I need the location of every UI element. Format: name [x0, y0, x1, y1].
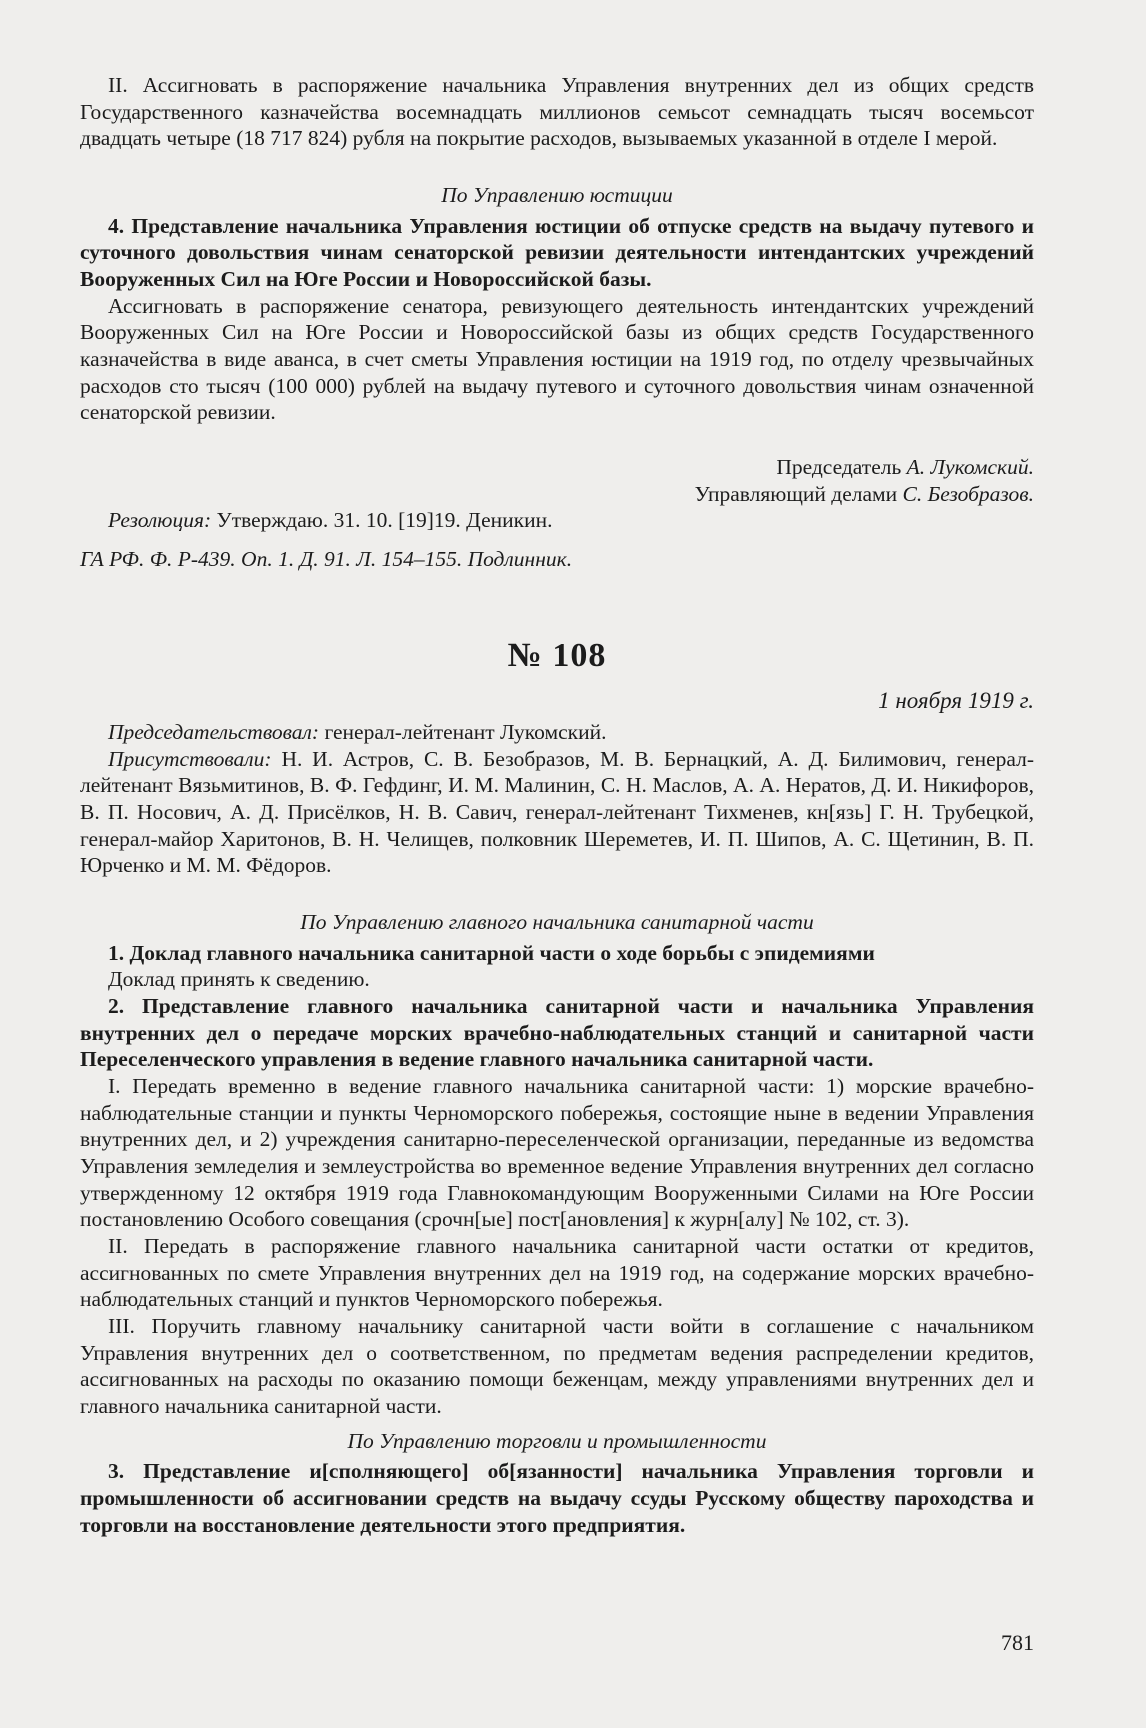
- chairman-label: Председатель: [776, 454, 902, 479]
- resolution-label: Резолюция:: [108, 508, 212, 533]
- presided-text: генерал-лейтенант Лукомский.: [324, 720, 607, 745]
- top-paragraph: II. Ассигновать в распоряжение начальника Управления внутренних дел из общих средств Государственного казначейства восемнадцать миллионов семьсот семнадцать тысяч восемьсот двадцать четыре (18 717 824) рубля на покрытие расходов, вызываемых указанной в отделе I мерой.: [80, 73, 1034, 151]
- item2-paragraph-1: I. Передать временно в ведение главного начальника санитарной части: 1) морские врачебно-наблюдательные станции и пункты Черноморского побережья, состоящие ныне в ведении Управления внутренних дел, и 2) учреждения санитарно-переселенческой организации, переданные из ведомства Управления земледелия и землеустройства во временное ведение Управления внутренних дел согласно утвержденному 12 октября 1919 года Главнокомандующим Вооруженными Силами на Юге России постановлению Особого совещания (срочн[ые] пост[ановления] к журн[алу] № 102, ст. 3).: [80, 1074, 1034, 1232]
- section-heading-trade: По Управлению торговли и промышленности: [347, 1428, 767, 1453]
- item4-title: 4. Представление начальника Управления юстиции об отпуске средств на выдачу путевого и суточного довольствия чинам сенаторской ревизии деятельности интендантских учреждений Вооруженных Сил на Юге России и Новороссийской базы.: [80, 213, 1034, 291]
- item4-body: Ассигновать в распоряжение сенатора, ревизующего деятельность интендантских учреждений Вооруженных Сил на Юге России и Новороссийской базы из общих средств Государственного казначейства в виде аванса, в счет сметы Управления юстиции на 1919 год, по отделу чрезвычайных расходов сто тысяч (100 000) рублей на выдачу путевого и суточного довольствия чинам означенной сенаторской ревизии.: [80, 293, 1034, 425]
- resolution-text: Утверждаю. 31. 10. [19]19. Деникин.: [216, 508, 553, 533]
- section-heading-justice: По Управлению юстиции: [441, 182, 673, 207]
- document-number: № 108: [507, 636, 607, 674]
- item2-title: 2. Представление главного начальника санитарной части и начальника Управления внутренних дел о передаче морских врачебно-наблюдательных станций и санитарной части Переселенческого управления в ведение главного начальника санитарной части.: [80, 994, 1034, 1072]
- item2-paragraph-3: III. Поручить главному начальнику санитарной части войти в соглашение с начальником Управления внутренних дел о соответственном, по предметам ведения распределении кредитов, ассигнованных на расходы по оказанию помощи беженцам, между управлениями внутренних дел и главного начальника санитарной части.: [80, 1313, 1034, 1418]
- resolution: [80, 507, 1034, 534]
- manager-name: С. Безобразов.: [902, 481, 1034, 506]
- present: [80, 746, 1034, 879]
- present-label: Присутствовали:: [108, 746, 272, 771]
- manager-label: Управляющий делами: [694, 481, 898, 506]
- document-date: 1 ноября 1919 г.: [878, 687, 1034, 713]
- item3-title: 3. Представление и[сполняющего] об[язанности] начальника Управления торговли и промышленности об ассигновании средств на выдачу ссуды Русскому обществу пароходства и торговли на восстановление деятельности этого предприятия.: [80, 1459, 1034, 1537]
- presided-label: Председательствовал:: [108, 720, 320, 745]
- archive-reference: ГА РФ. Ф. Р-439. Оп. 1. Д. 91. Л. 154–155. Подлинник.: [80, 546, 573, 571]
- chairman-signature: [80, 454, 1034, 481]
- item2-paragraph-2: II. Передать в распоряжение главного начальника санитарной части остатки от кредитов, ассигнованных по смете Управления внутренних дел на 1919 год, на содержание морских врачебно-наблюдательных станций и пунктов Черноморского побережья.: [80, 1233, 1034, 1312]
- section-heading-sanitary: По Управлению главного начальника санитарной части: [300, 910, 814, 935]
- present-text: Н. И. Астров, С. В. Безобразов, М. В. Бернацкий, А. Д. Билимович, генерал-лейтенант Вязьмитинов, В. Ф. Гефдинг, И. М. Малинин, С. Н. Маслов, А. А. Нератов, Д. И. Никифоров, В. П. Носович, А. Д. Присёлков, Н. В. Савич, генерал-лейтенант Тихменев, кн[язь] Г. Н. Трубецкой, генерал-майор Харитонов, В. Н. Челищев, полковник Шереметев, И. П. Шипов, А. С. Щетинин, В. П. Юрченко и М. М. Фёдоров.: [80, 746, 1035, 878]
- chairman-name: А. Лукомский.: [906, 454, 1034, 479]
- manager-signature: [80, 481, 1034, 508]
- presided: [80, 719, 1034, 746]
- item1-body: Доклад принять к сведению.: [108, 967, 370, 992]
- page-number: 781: [1001, 1629, 1034, 1655]
- item1-title: 1. Доклад главного начальника санитарной части о ходе борьбы с эпидемиями: [108, 940, 875, 965]
